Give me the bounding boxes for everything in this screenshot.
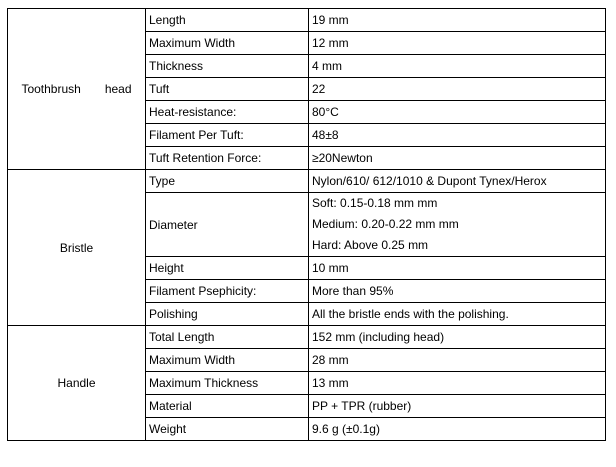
group-label-toothbrush-head: Toothbrush head: [8, 9, 146, 170]
spec-value: 9.6 g (±0.1g): [309, 418, 606, 441]
spec-value-line: Hard: Above 0.25 mm: [312, 238, 429, 252]
spec-value: 22: [309, 78, 606, 101]
spec-value: 48±8: [309, 124, 606, 147]
spec-label: Height: [146, 257, 309, 280]
spec-label: Heat-resistance:: [146, 101, 309, 124]
spec-value-line: Medium: 0.20-0.22 mm mm: [312, 217, 459, 231]
spec-value-multiline: [309, 193, 606, 257]
spec-label: Length: [146, 9, 309, 32]
table-row: [8, 326, 606, 349]
table-row: [8, 170, 606, 193]
spec-value: Nylon/610/ 612/1010 & Dupont Tynex/Herox: [309, 170, 606, 193]
spec-value: 4 mm: [309, 55, 606, 78]
group-label-bristle: Bristle: [8, 170, 146, 326]
spec-value: 152 mm (including head): [309, 326, 606, 349]
spec-label: Filament Psephicity:: [146, 280, 309, 303]
spec-label: Type: [146, 170, 309, 193]
spec-value: 10 mm: [309, 257, 606, 280]
spec-value: ≥20Newton: [309, 147, 606, 170]
spec-value: 80°C: [309, 101, 606, 124]
spec-label: Polishing: [146, 303, 309, 326]
spec-label: Diameter: [146, 193, 309, 257]
spec-label: Thickness: [146, 55, 309, 78]
spec-label: Material: [146, 395, 309, 418]
group-label-handle: Handle: [8, 326, 146, 441]
spec-label: Total Length: [146, 326, 309, 349]
spec-value: PP + TPR (rubber): [309, 395, 606, 418]
spec-label: Maximum Thickness: [146, 372, 309, 395]
spec-value: 13 mm: [309, 372, 606, 395]
spec-value: 12 mm: [309, 32, 606, 55]
spec-value: More than 95%: [309, 280, 606, 303]
table-row: [8, 9, 606, 32]
spec-value: 28 mm: [309, 349, 606, 372]
spec-label: Tuft Retention Force:: [146, 147, 309, 170]
spec-value: 19 mm: [309, 9, 606, 32]
spec-label: Tuft: [146, 78, 309, 101]
spec-label: Weight: [146, 418, 309, 441]
spec-label: Maximum Width: [146, 349, 309, 372]
spec-value: All the bristle ends with the polishing.: [309, 303, 606, 326]
spec-table: [7, 8, 606, 441]
spec-value-line: Soft: 0.15-0.18 mm mm: [312, 196, 438, 210]
spec-label: Filament Per Tuft:: [146, 124, 309, 147]
spec-label: Maximum Width: [146, 32, 309, 55]
